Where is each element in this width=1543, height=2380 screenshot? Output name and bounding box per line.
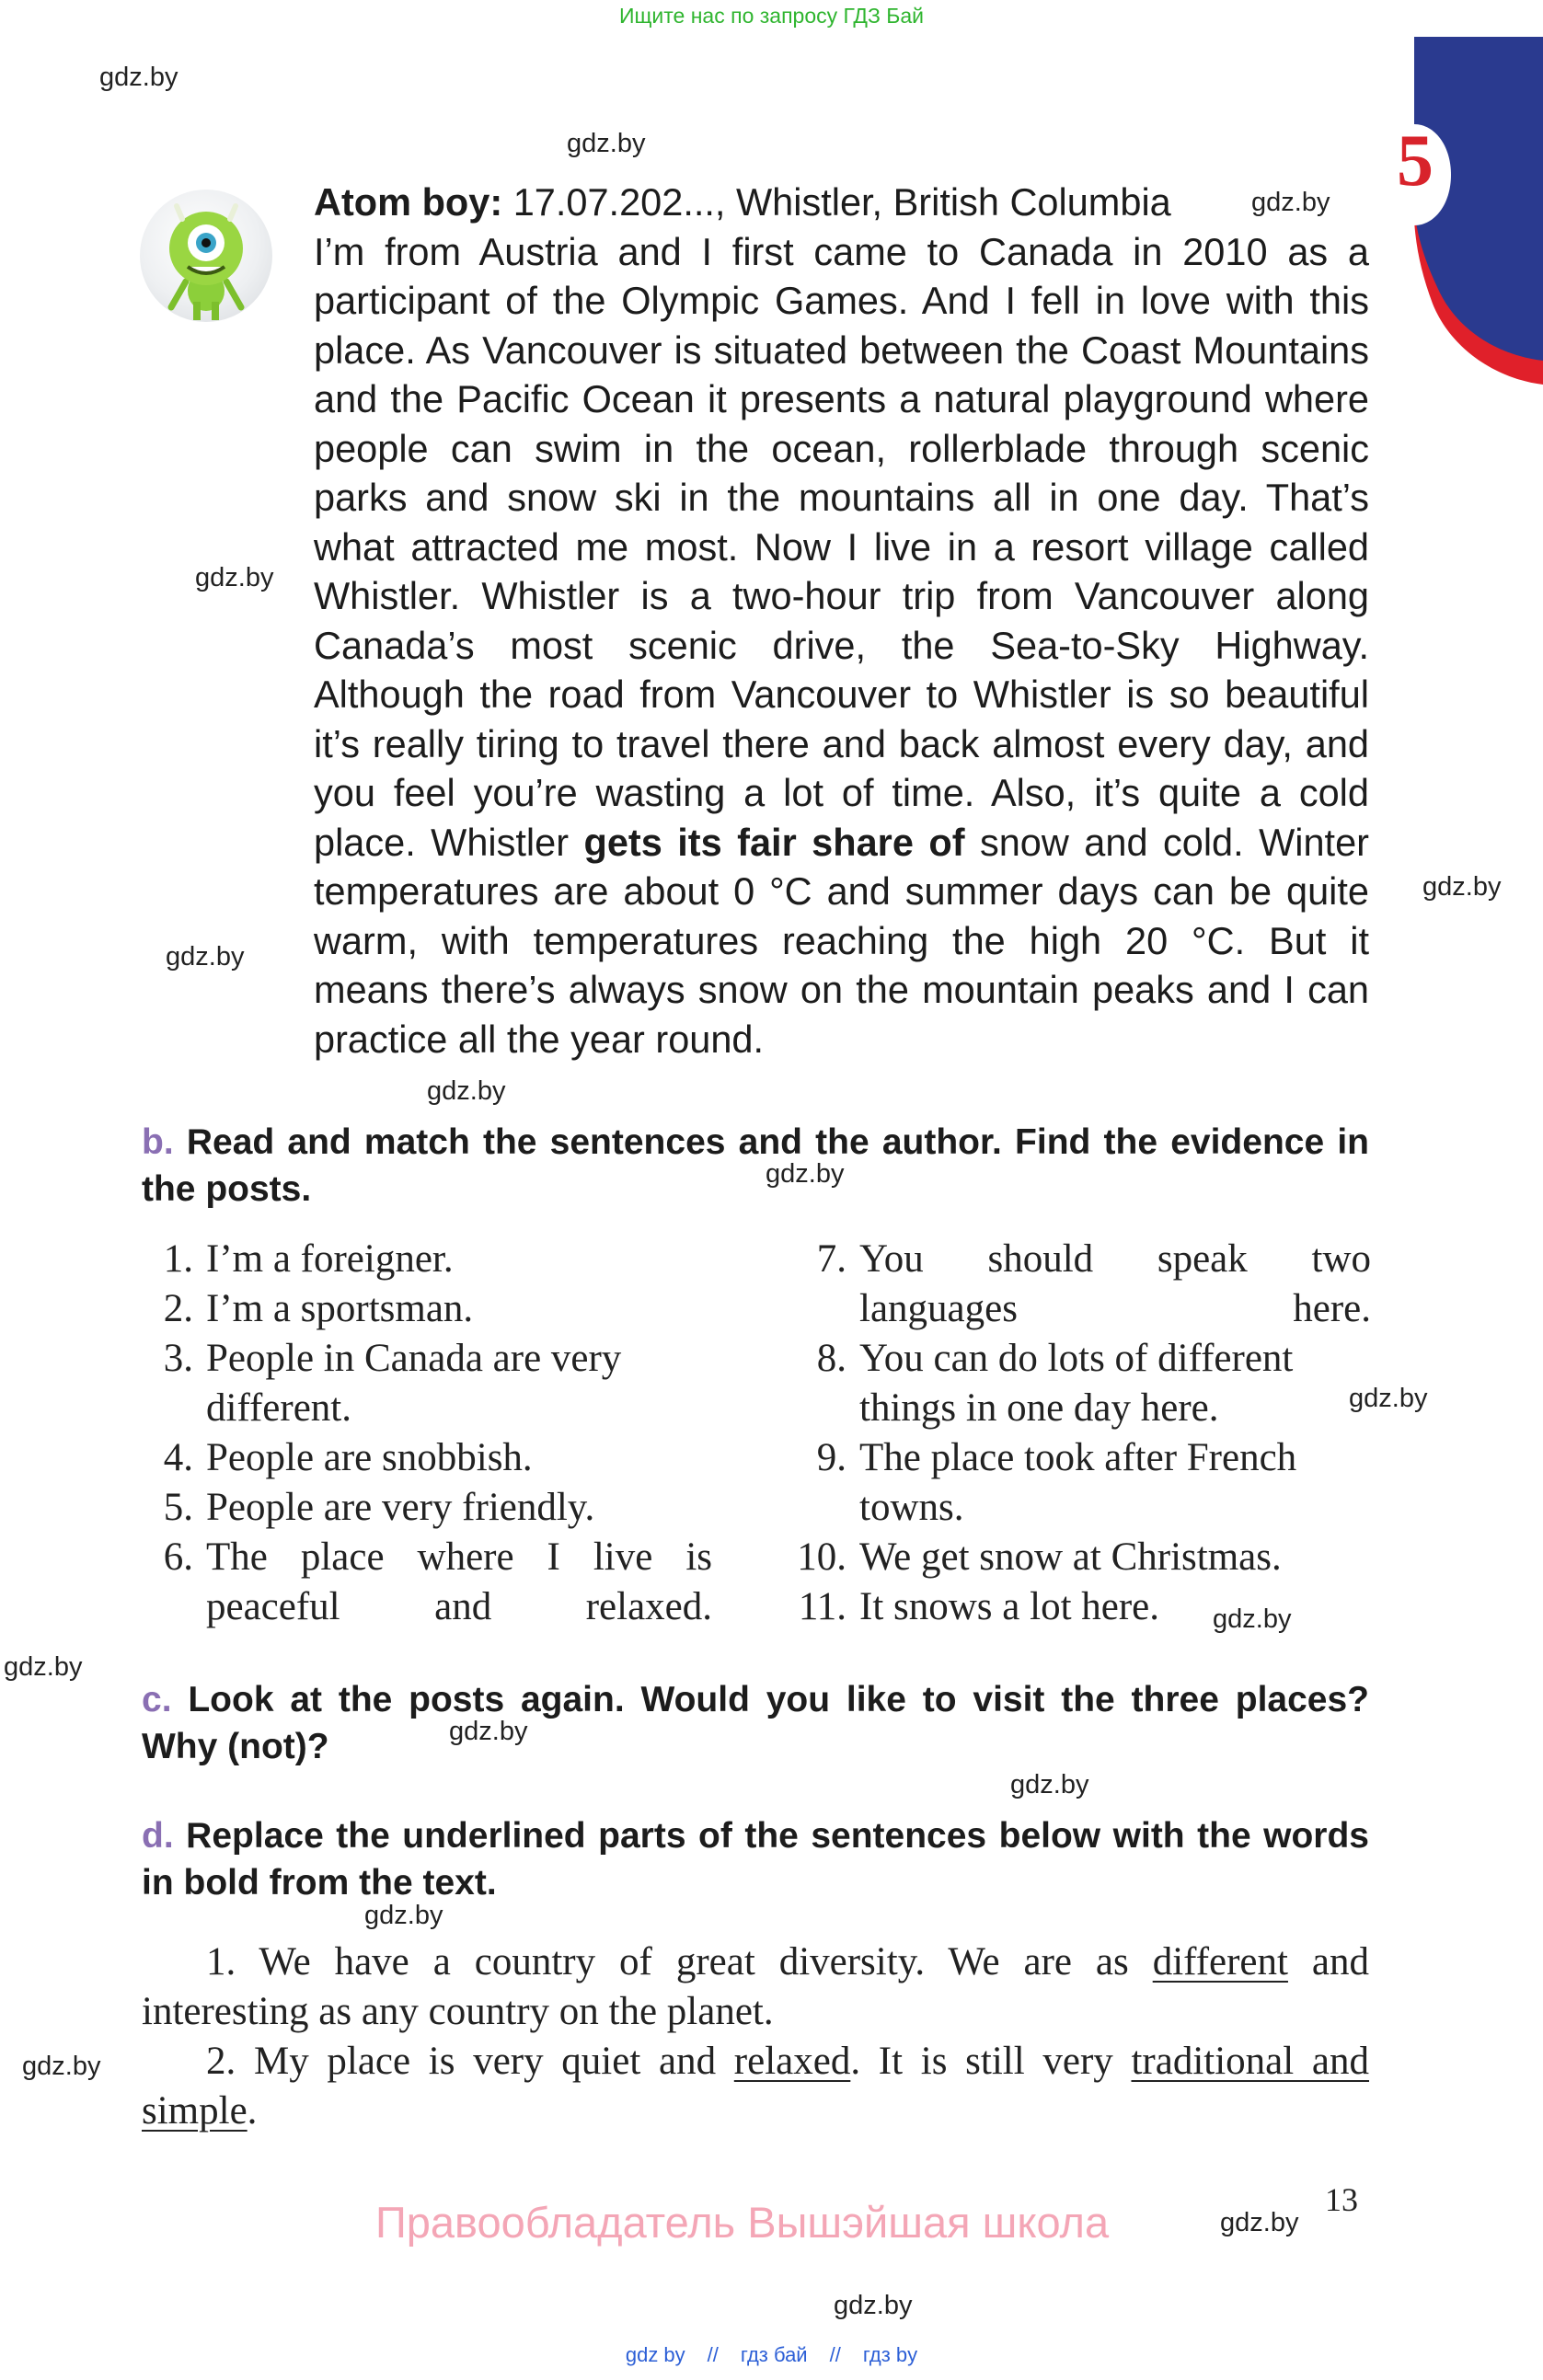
page-number: 13 [1325,2181,1358,2218]
top-banner: Ищите нас по запросу ГДЗ Бай [618,4,925,28]
sentence-list-left [142,1235,712,1632]
post-author: Atom boy: [314,180,503,224]
watermark: gdz.by [766,1159,845,1189]
post-atom-boy [314,178,1369,1064]
watermark: gdz.by [427,1076,506,1106]
watermark: gdz.by [449,1717,528,1746]
watermark: gdz.by [1349,1384,1428,1413]
list-item: 5. People are very friendly. [163,1486,595,1529]
footer-link[interactable]: гдз by [862,2343,918,2366]
task-c [142,1676,1369,1770]
post-meta: 17.07.202..., Whistler, British Columbia [502,180,1171,224]
task-b-letter: b. [142,1122,174,1162]
watermark: gdz.by [834,2291,913,2320]
list-item: 7. You should speak two languages here. [816,1237,1371,1330]
task-b [142,1119,1369,1213]
task-c-letter: c. [142,1680,172,1719]
task-d-letter: d. [142,1816,174,1856]
exercise-sentence-2: 2. My place is very quiet and relaxed. It is still very traditional and simple. [142,2040,1370,2133]
watermark: gdz.by [22,2052,101,2081]
task-d [142,1812,1369,1906]
list-item: 4. People are snobbish. [163,1436,533,1479]
avatar [140,190,272,322]
unit-number: 5 [1397,121,1434,201]
underlined-word: different [1152,1940,1288,1983]
sentence-list-right [764,1235,1371,1632]
list-item: 9. The place took after French towns. [816,1436,1297,1529]
watermark: gdz.by [364,1901,443,1930]
watermark: gdz.by [1422,872,1502,902]
watermark: gdz.by [1213,1604,1292,1634]
watermark: gdz.by [166,942,245,972]
list-item: 3. People in Canada are very different. [163,1337,622,1430]
footer-link[interactable]: гдз бай [740,2343,808,2366]
watermark: gdz.by [99,63,178,92]
watermark: gdz.by [1010,1770,1089,1799]
watermark: gdz.by [1220,2208,1299,2237]
list-item: 1. I’m a foreigner. [163,1237,454,1281]
unit-tab [1414,37,1543,385]
footer-link[interactable]: gdz by [625,2343,685,2366]
watermark: gdz.by [567,129,646,158]
exercise-sentence-1: 1. We have a country of great diversity. We are as different and interesting as any country on the planet. [142,1940,1369,2033]
list-item: 11. It snows a lot here. [798,1585,1160,1628]
footer-separator: // [829,2343,841,2366]
task-d-text: Replace the underlined parts of the sentences below with the words in bold from the text. [142,1816,1369,1903]
post-text-1: I’m from Austria and I first came to Canada in 2010 as a participant of the Olympic Games. And I fell in love with this place. As Vancouver is situated between the Coast Mountains and the Pacific Ocean it presents a natural playground where people can swim in the ocean, rollerblade through scenic parks and snow ski in the mountains all in one day. That’s what attracted me most. Now I live in a resort village called Whistler. Whistler is a two-hour trip from Vancouver along Canada’s most scenic drive, the Sea-to-Sky Highway. Although the road from Vancouver to Whistler is so beautiful it’s really tiring to travel there and back almost every day, and you feel you’re wasting a lot of time. Also, it’s quite a cold place. Whistler [314,229,1369,864]
green-one-eyed-monster-icon [140,190,272,322]
list-item: 8. You can do lots of different things in one day here. [816,1337,1294,1430]
watermark: gdz.by [4,1652,83,1682]
task-b-text: Read and match the sentences and the author. Find the evidence in the posts. [142,1122,1369,1209]
task-c-text: Look at the posts again. Would you like to visit the three places? Why (not)? [142,1680,1369,1766]
underlined-phrase: traditional and simple [142,2040,1370,2133]
copyright-notice: Правообладатель Вышэйшая школа [375,2198,1110,2247]
list-item: 6. The place where I live is peaceful and relaxed. [163,1535,712,1628]
list-item: 10. We get snow at Christmas. [797,1535,1282,1579]
bold-phrase: gets its fair share of [583,820,965,864]
watermark: gdz.by [1251,188,1330,217]
underlined-word: relaxed [733,2040,851,2083]
post-text-2: snow and cold. Winter temperatures are about 0 °C and summer days can be quite warm, with temperatures reaching the high 20 °C. But it means there’s always snow on the mountain peaks and I can practice all the year round. [314,820,1369,1061]
footer-separator: // [707,2343,719,2366]
list-item: 2. I’m a sportsman. [163,1287,474,1330]
footer-links [0,2343,1543,2367]
watermark: gdz.by [195,563,274,592]
